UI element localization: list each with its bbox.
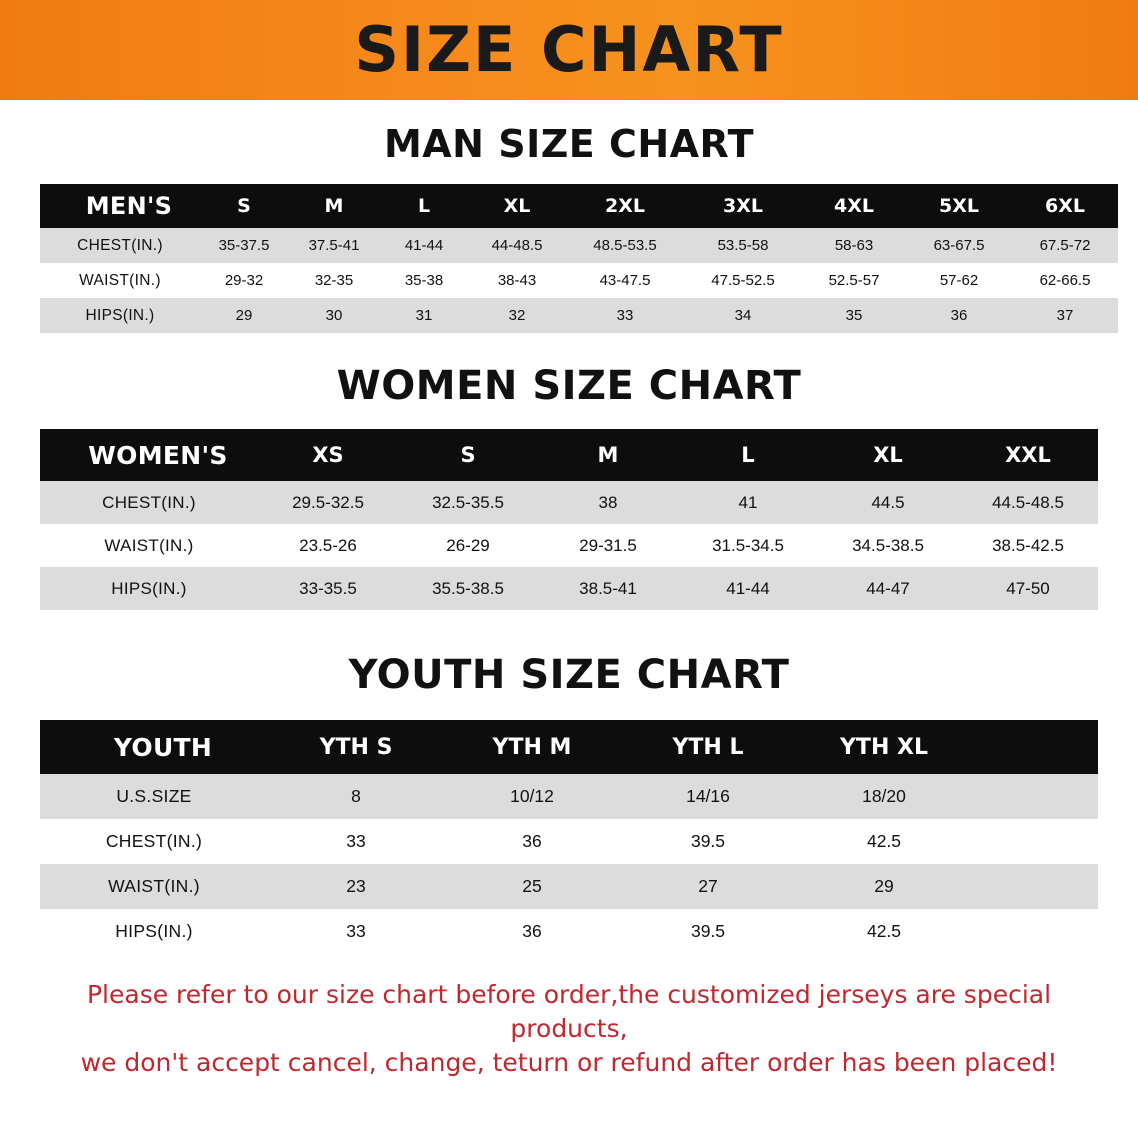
women-chest-m: 38: [538, 481, 678, 524]
women-header-xxl: XXL: [958, 429, 1098, 481]
table-row: [40, 228, 1118, 263]
youth-hips-s: 33: [268, 909, 444, 954]
man-hips-l: 31: [380, 298, 468, 333]
table-row: [40, 819, 1098, 864]
man-header-m: M: [288, 184, 380, 228]
youth-header-spacer: [972, 720, 1098, 774]
women-table-header-row: [40, 429, 1098, 481]
youth-waist-l: 27: [620, 864, 796, 909]
man-chest-3xl: 53.5-58: [684, 228, 802, 263]
man-header-xl: XL: [468, 184, 566, 228]
man-waist-5xl: 57-62: [906, 263, 1012, 298]
man-hips-4xl: 35: [802, 298, 906, 333]
youth-waist-s: 23: [268, 864, 444, 909]
table-row: [40, 864, 1098, 909]
man-waist-s: 29-32: [200, 263, 288, 298]
youth-row-chest-label: CHEST(IN.): [40, 819, 268, 864]
man-waist-3xl: 47.5-52.5: [684, 263, 802, 298]
youth-waist-m: 25: [444, 864, 620, 909]
women-hips-xs: 33-35.5: [258, 567, 398, 610]
youth-waist-xl: 29: [796, 864, 972, 909]
man-section-title: MAN SIZE CHART: [383, 122, 755, 166]
youth-header-yth-l: YTH L: [620, 720, 796, 774]
man-chest-5xl: 63-67.5: [906, 228, 1012, 263]
disclaimer-line-1: Please refer to our size chart before order,the customized jerseys are special products,: [86, 980, 1052, 1043]
women-row-waist-label: WAIST(IN.): [40, 524, 258, 567]
man-row-chest-label: CHEST(IN.): [40, 228, 200, 263]
women-size-table: [40, 429, 1098, 610]
youth-header-label: YOUTH: [40, 720, 268, 774]
women-section-title: WOMEN SIZE CHART: [336, 363, 802, 409]
women-chest-xxl: 44.5-48.5: [958, 481, 1098, 524]
man-header-3xl: 3XL: [684, 184, 802, 228]
women-waist-s: 26-29: [398, 524, 538, 567]
youth-chest-l: 39.5: [620, 819, 796, 864]
table-row: [40, 298, 1118, 333]
man-chest-6xl: 67.5-72: [1012, 228, 1118, 263]
man-chest-m: 37.5-41: [288, 228, 380, 263]
table-row: [40, 567, 1098, 610]
man-header-6xl: 6XL: [1012, 184, 1118, 228]
man-table-wrap: [40, 184, 1098, 333]
man-row-waist-label: WAIST(IN.): [40, 263, 200, 298]
youth-table-header-row: [40, 720, 1098, 774]
man-row-hips-label: HIPS(IN.): [40, 298, 200, 333]
women-waist-l: 31.5-34.5: [678, 524, 818, 567]
man-size-table: [40, 184, 1118, 333]
women-waist-xxl: 38.5-42.5: [958, 524, 1098, 567]
women-chest-s: 32.5-35.5: [398, 481, 538, 524]
man-hips-s: 29: [200, 298, 288, 333]
man-header-4xl: 4XL: [802, 184, 906, 228]
man-header-s: S: [200, 184, 288, 228]
man-header-2xl: 2XL: [566, 184, 684, 228]
women-waist-m: 29-31.5: [538, 524, 678, 567]
table-row: [40, 263, 1118, 298]
women-row-hips-label: HIPS(IN.): [40, 567, 258, 610]
man-hips-6xl: 37: [1012, 298, 1118, 333]
women-header-label: WOMEN'S: [40, 429, 258, 481]
women-waist-xs: 23.5-26: [258, 524, 398, 567]
youth-chest-xl: 42.5: [796, 819, 972, 864]
women-header-l: L: [678, 429, 818, 481]
disclaimer-note: [36, 978, 1102, 1079]
youth-ussize-s: 8: [268, 774, 444, 819]
man-header-l: L: [380, 184, 468, 228]
man-table-header-row: [40, 184, 1118, 228]
man-waist-m: 32-35: [288, 263, 380, 298]
women-chest-xs: 29.5-32.5: [258, 481, 398, 524]
youth-header-yth-m: YTH M: [444, 720, 620, 774]
youth-ussize-xl: 18/20: [796, 774, 972, 819]
women-chest-xl: 44.5: [818, 481, 958, 524]
man-hips-xl: 32: [468, 298, 566, 333]
youth-row-ussize-label: U.S.SIZE: [40, 774, 268, 819]
women-header-xs: XS: [258, 429, 398, 481]
man-chest-2xl: 48.5-53.5: [566, 228, 684, 263]
women-header-s: S: [398, 429, 538, 481]
youth-row-waist-label: WAIST(IN.): [40, 864, 268, 909]
women-hips-xl: 44-47: [818, 567, 958, 610]
youth-row-hips-label: HIPS(IN.): [40, 909, 268, 954]
man-hips-5xl: 36: [906, 298, 1012, 333]
women-header-xl: XL: [818, 429, 958, 481]
women-waist-xl: 34.5-38.5: [818, 524, 958, 567]
youth-hips-spacer: [972, 909, 1098, 954]
man-chest-l: 41-44: [380, 228, 468, 263]
table-row: [40, 481, 1098, 524]
table-row: [40, 909, 1098, 954]
women-table-wrap: [40, 429, 1098, 610]
women-chest-l: 41: [678, 481, 818, 524]
man-header-label: MEN'S: [40, 184, 200, 228]
youth-hips-xl: 42.5: [796, 909, 972, 954]
man-waist-xl: 38-43: [468, 263, 566, 298]
man-hips-2xl: 33: [566, 298, 684, 333]
youth-chest-m: 36: [444, 819, 620, 864]
women-hips-xxl: 47-50: [958, 567, 1098, 610]
man-header-5xl: 5XL: [906, 184, 1012, 228]
man-chest-s: 35-37.5: [200, 228, 288, 263]
youth-ussize-spacer: [972, 774, 1098, 819]
youth-hips-m: 36: [444, 909, 620, 954]
women-row-chest-label: CHEST(IN.): [40, 481, 258, 524]
youth-header-yth-s: YTH S: [268, 720, 444, 774]
disclaimer-line-2: we don't accept cancel, change, teturn or refund after order has been placed!: [80, 1047, 1058, 1077]
banner: [0, 0, 1138, 100]
youth-waist-spacer: [972, 864, 1098, 909]
man-waist-4xl: 52.5-57: [802, 263, 906, 298]
man-chest-xl: 44-48.5: [468, 228, 566, 263]
youth-ussize-m: 10/12: [444, 774, 620, 819]
man-chest-4xl: 58-63: [802, 228, 906, 263]
youth-table-wrap: [40, 720, 1098, 954]
table-row: [40, 774, 1098, 819]
youth-size-table: [40, 720, 1098, 954]
man-waist-l: 35-38: [380, 263, 468, 298]
man-hips-m: 30: [288, 298, 380, 333]
women-hips-s: 35.5-38.5: [398, 567, 538, 610]
women-hips-m: 38.5-41: [538, 567, 678, 610]
youth-chest-s: 33: [268, 819, 444, 864]
banner-title: SIZE CHART: [354, 13, 784, 86]
man-waist-6xl: 62-66.5: [1012, 263, 1118, 298]
youth-chest-spacer: [972, 819, 1098, 864]
table-row: [40, 524, 1098, 567]
women-header-m: M: [538, 429, 678, 481]
youth-header-yth-xl: YTH XL: [796, 720, 972, 774]
youth-hips-l: 39.5: [620, 909, 796, 954]
man-hips-3xl: 34: [684, 298, 802, 333]
man-waist-2xl: 43-47.5: [566, 263, 684, 298]
youth-ussize-l: 14/16: [620, 774, 796, 819]
women-hips-l: 41-44: [678, 567, 818, 610]
youth-section-title: YOUTH SIZE CHART: [348, 652, 790, 698]
